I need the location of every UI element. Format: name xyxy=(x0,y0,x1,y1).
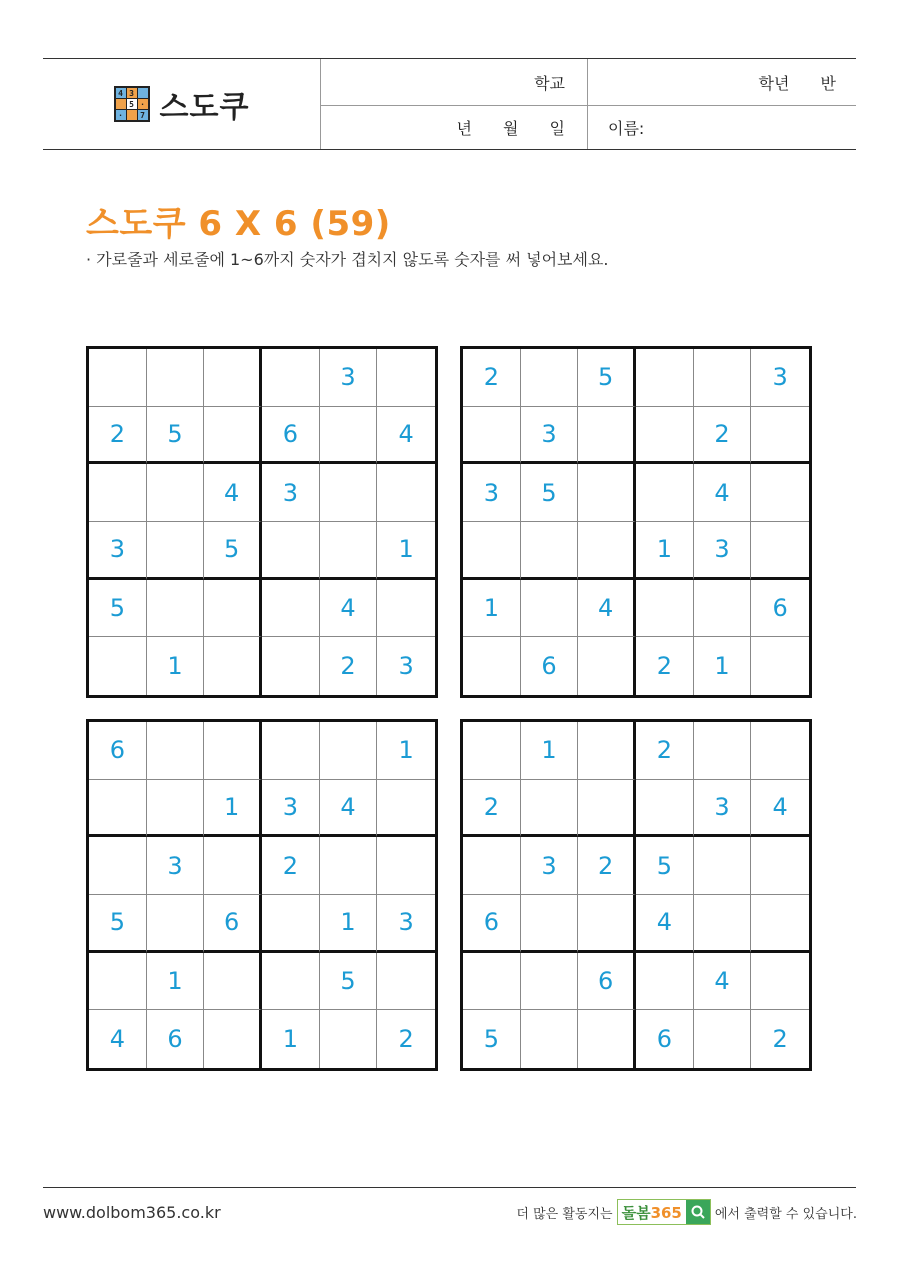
sudoku-cell: 1 xyxy=(636,522,694,580)
sudoku-cell: 4 xyxy=(320,780,378,838)
sudoku-cell: 3 xyxy=(694,522,752,580)
sudoku-cell[interactable] xyxy=(521,349,579,407)
sudoku-cell: 3 xyxy=(89,522,147,580)
sudoku-cell: 5 xyxy=(463,1010,521,1068)
sudoku-cell: 1 xyxy=(320,895,378,953)
sudoku-cell[interactable] xyxy=(463,407,521,465)
sudoku-cell[interactable] xyxy=(636,407,694,465)
sudoku-cell[interactable] xyxy=(147,722,205,780)
sudoku-cell: 1 xyxy=(262,1010,320,1068)
sudoku-cell[interactable] xyxy=(204,349,262,407)
footer-url[interactable]: www.dolbom365.co.kr xyxy=(43,1203,221,1222)
sudoku-cell: 3 xyxy=(463,464,521,522)
sudoku-cell[interactable] xyxy=(463,722,521,780)
sudoku-cell[interactable] xyxy=(636,780,694,838)
sudoku-cell: 4 xyxy=(694,953,752,1011)
sudoku-cell: 4 xyxy=(578,580,636,638)
sudoku-cell: 2 xyxy=(398,1025,414,1054)
sudoku-cell: 4 xyxy=(377,407,435,465)
sudoku-cell[interactable] xyxy=(262,637,320,695)
sudoku-cell: 5 xyxy=(320,953,378,1011)
sudoku-cell: 6 xyxy=(204,895,262,953)
sudoku-cell[interactable] xyxy=(204,637,262,695)
sudoku-cell: 1 xyxy=(521,722,579,780)
sudoku-cell: 6 xyxy=(578,953,636,1011)
sudoku-cell: 6 xyxy=(147,1010,205,1068)
sudoku-cell[interactable] xyxy=(751,953,809,1011)
sudoku-cell[interactable] xyxy=(89,349,147,407)
sudoku-cell[interactable] xyxy=(578,895,636,953)
page-title: 스도쿠 6 X 6 (59) xyxy=(86,204,391,244)
sudoku-cell: 4 xyxy=(320,580,378,638)
sudoku-cell[interactable] xyxy=(751,464,809,522)
sudoku-cell[interactable] xyxy=(578,1010,636,1068)
sudoku-cell: 3 xyxy=(147,837,205,895)
sudoku-cell[interactable] xyxy=(147,522,205,580)
name-field[interactable] xyxy=(588,105,856,149)
sudoku-grid-1 xyxy=(86,346,438,698)
sudoku-cell[interactable] xyxy=(694,895,752,953)
sudoku-logo-icon: 4 3 5 · · 7 xyxy=(114,86,150,122)
worksheet-header xyxy=(43,58,856,150)
sudoku-cell[interactable] xyxy=(204,580,262,638)
logo-text: 스도쿠 xyxy=(159,90,250,125)
sudoku-cell: 4 xyxy=(89,1010,147,1068)
sudoku-cell[interactable] xyxy=(320,837,378,895)
sudoku-cell[interactable] xyxy=(578,722,636,780)
promo-prefix: 더 많은 활동지는 xyxy=(516,1206,613,1222)
sudoku-cell[interactable] xyxy=(463,637,521,695)
sudoku-cell[interactable] xyxy=(636,580,694,638)
sudoku-cell: 6 xyxy=(521,637,579,695)
sudoku-cell[interactable] xyxy=(636,464,694,522)
date-field[interactable] xyxy=(321,105,588,149)
sudoku-cell[interactable] xyxy=(377,349,435,407)
sudoku-cell: 1 xyxy=(377,522,435,580)
footer-promo xyxy=(516,1199,857,1225)
logo xyxy=(43,59,321,149)
sudoku-cell: 5 xyxy=(204,522,262,580)
sudoku-grid-2 xyxy=(460,346,812,698)
school-field[interactable] xyxy=(321,59,588,105)
sudoku-cell: 4 xyxy=(694,464,752,522)
sudoku-cell[interactable] xyxy=(751,837,809,895)
sudoku-cell: 1 xyxy=(463,580,521,638)
sudoku-cell[interactable] xyxy=(751,895,809,953)
sudoku-cell[interactable] xyxy=(147,464,205,522)
sudoku-cell: 4 xyxy=(636,895,694,953)
sudoku-cell[interactable] xyxy=(89,837,147,895)
sudoku-cell[interactable] xyxy=(377,953,435,1011)
sudoku-cell: 5 xyxy=(89,580,147,638)
sudoku-cell[interactable] xyxy=(521,580,579,638)
sudoku-cell: 3 xyxy=(521,407,579,465)
sudoku-cell: 2 xyxy=(89,407,147,465)
sudoku-cell[interactable] xyxy=(636,953,694,1011)
sudoku-cell: 2 xyxy=(636,722,694,780)
sudoku-cell[interactable] xyxy=(262,953,320,1011)
sudoku-cell[interactable] xyxy=(694,722,752,780)
sudoku-cell[interactable] xyxy=(147,580,205,638)
sudoku-cell: 6 xyxy=(262,407,320,465)
sudoku-cell[interactable] xyxy=(578,464,636,522)
sudoku-cell[interactable] xyxy=(204,1010,262,1068)
sudoku-cell[interactable] xyxy=(262,895,320,953)
sudoku-cell: 2 xyxy=(694,407,752,465)
instructions: · 가로줄과 세로줄에 1~6까지 숫자가 겹치지 않도록 숫자를 써 넣어보세요. xyxy=(86,250,609,269)
sudoku-cell[interactable] xyxy=(147,780,205,838)
sudoku-cell[interactable] xyxy=(89,637,147,695)
school-label: 학교 xyxy=(534,73,565,93)
sudoku-cell[interactable] xyxy=(89,780,147,838)
sudoku-cell: 3 xyxy=(751,349,809,407)
sudoku-cell: 3 xyxy=(694,780,752,838)
sudoku-cell: 5 xyxy=(89,895,147,953)
sudoku-cell[interactable] xyxy=(694,580,752,638)
sudoku-cell[interactable] xyxy=(89,464,147,522)
sudoku-cell: 2 xyxy=(463,349,521,407)
sudoku-cell[interactable] xyxy=(521,1010,579,1068)
sudoku-cell[interactable] xyxy=(204,837,262,895)
sudoku-cell[interactable] xyxy=(578,780,636,838)
sudoku-cell: 6 xyxy=(751,580,809,638)
sudoku-cell: 3 xyxy=(320,349,378,407)
sudoku-cell: 3 xyxy=(262,464,320,522)
sudoku-cell[interactable] xyxy=(694,1010,752,1068)
sudoku-cell[interactable] xyxy=(636,349,694,407)
sudoku-cell: 2 xyxy=(578,837,636,895)
sudoku-cell[interactable] xyxy=(377,580,435,638)
sudoku-cell[interactable] xyxy=(204,407,262,465)
sudoku-cell[interactable] xyxy=(578,407,636,465)
brand-search-box[interactable] xyxy=(617,1199,711,1225)
grade-class-label: 학년 반 xyxy=(758,73,836,93)
sudoku-cell[interactable] xyxy=(204,953,262,1011)
sudoku-cell: 3 xyxy=(521,837,579,895)
sudoku-grid-3 xyxy=(86,719,438,1071)
sudoku-cell[interactable] xyxy=(751,407,809,465)
sudoku-cell[interactable] xyxy=(463,837,521,895)
sudoku-cell: 2 xyxy=(262,837,320,895)
sudoku-cell: 1 xyxy=(147,637,205,695)
sudoku-cell[interactable] xyxy=(262,349,320,407)
date-label: 년 월 일 xyxy=(456,118,565,138)
search-icon[interactable] xyxy=(686,1200,710,1224)
sudoku-cell[interactable] xyxy=(463,522,521,580)
sudoku-cell: 2 xyxy=(636,637,694,695)
sudoku-cell: 3 xyxy=(398,652,414,681)
sudoku-cell[interactable] xyxy=(578,637,636,695)
sudoku-cell: 3 xyxy=(262,780,320,838)
sudoku-cell[interactable] xyxy=(320,522,378,580)
sudoku-cell: 4 xyxy=(751,780,809,838)
sudoku-cell: 1 xyxy=(204,780,262,838)
sudoku-cell[interactable] xyxy=(377,464,435,522)
sudoku-cell[interactable] xyxy=(751,722,809,780)
sudoku-cell[interactable] xyxy=(521,953,579,1011)
sudoku-cell[interactable] xyxy=(578,522,636,580)
sudoku-cell[interactable] xyxy=(521,780,579,838)
sudoku-cell[interactable] xyxy=(694,837,752,895)
sudoku-cell: 6 xyxy=(463,895,521,953)
sudoku-cell: 2 xyxy=(772,1025,788,1054)
sudoku-cell[interactable] xyxy=(147,349,205,407)
sudoku-cell: 5 xyxy=(521,464,579,522)
grade-class-field[interactable] xyxy=(588,59,856,105)
sudoku-cell: 1 xyxy=(377,722,435,780)
sudoku-cell: 6 xyxy=(636,1010,694,1068)
sudoku-cell: 6 xyxy=(89,722,147,780)
sudoku-cell[interactable] xyxy=(320,407,378,465)
sudoku-grid-4 xyxy=(460,719,812,1071)
brand-name: 돌봄365 xyxy=(621,1203,682,1222)
sudoku-cell[interactable] xyxy=(89,953,147,1011)
sudoku-cell[interactable] xyxy=(204,722,262,780)
sudoku-cell: 4 xyxy=(204,464,262,522)
sudoku-cell[interactable] xyxy=(751,522,809,580)
sudoku-cell[interactable] xyxy=(463,953,521,1011)
sudoku-cell: 5 xyxy=(147,407,205,465)
sudoku-cell[interactable] xyxy=(320,1010,378,1068)
sudoku-cell: 1 xyxy=(694,637,752,695)
sudoku-cell[interactable] xyxy=(320,464,378,522)
sudoku-cell: 2 xyxy=(320,637,378,695)
promo-suffix: 에서 출력할 수 있습니다. xyxy=(714,1206,857,1222)
sudoku-cell[interactable] xyxy=(521,895,579,953)
sudoku-cell[interactable] xyxy=(521,522,579,580)
sudoku-cell: 3 xyxy=(377,895,435,953)
sudoku-cell[interactable] xyxy=(694,349,752,407)
sudoku-cell[interactable] xyxy=(751,637,809,695)
name-label: 이름: xyxy=(608,118,645,138)
sudoku-cell: 1 xyxy=(147,953,205,1011)
sudoku-cell: 5 xyxy=(636,837,694,895)
sudoku-cell[interactable] xyxy=(320,722,378,780)
sudoku-cell[interactable] xyxy=(377,837,435,895)
sudoku-cell[interactable] xyxy=(262,580,320,638)
sudoku-cell[interactable] xyxy=(262,522,320,580)
sudoku-cell[interactable] xyxy=(147,895,205,953)
sudoku-cell[interactable] xyxy=(377,780,435,838)
sudoku-cell: 2 xyxy=(463,780,521,838)
footer-divider xyxy=(43,1187,856,1188)
sudoku-cell: 5 xyxy=(578,349,636,407)
sudoku-cell[interactable] xyxy=(262,722,320,780)
